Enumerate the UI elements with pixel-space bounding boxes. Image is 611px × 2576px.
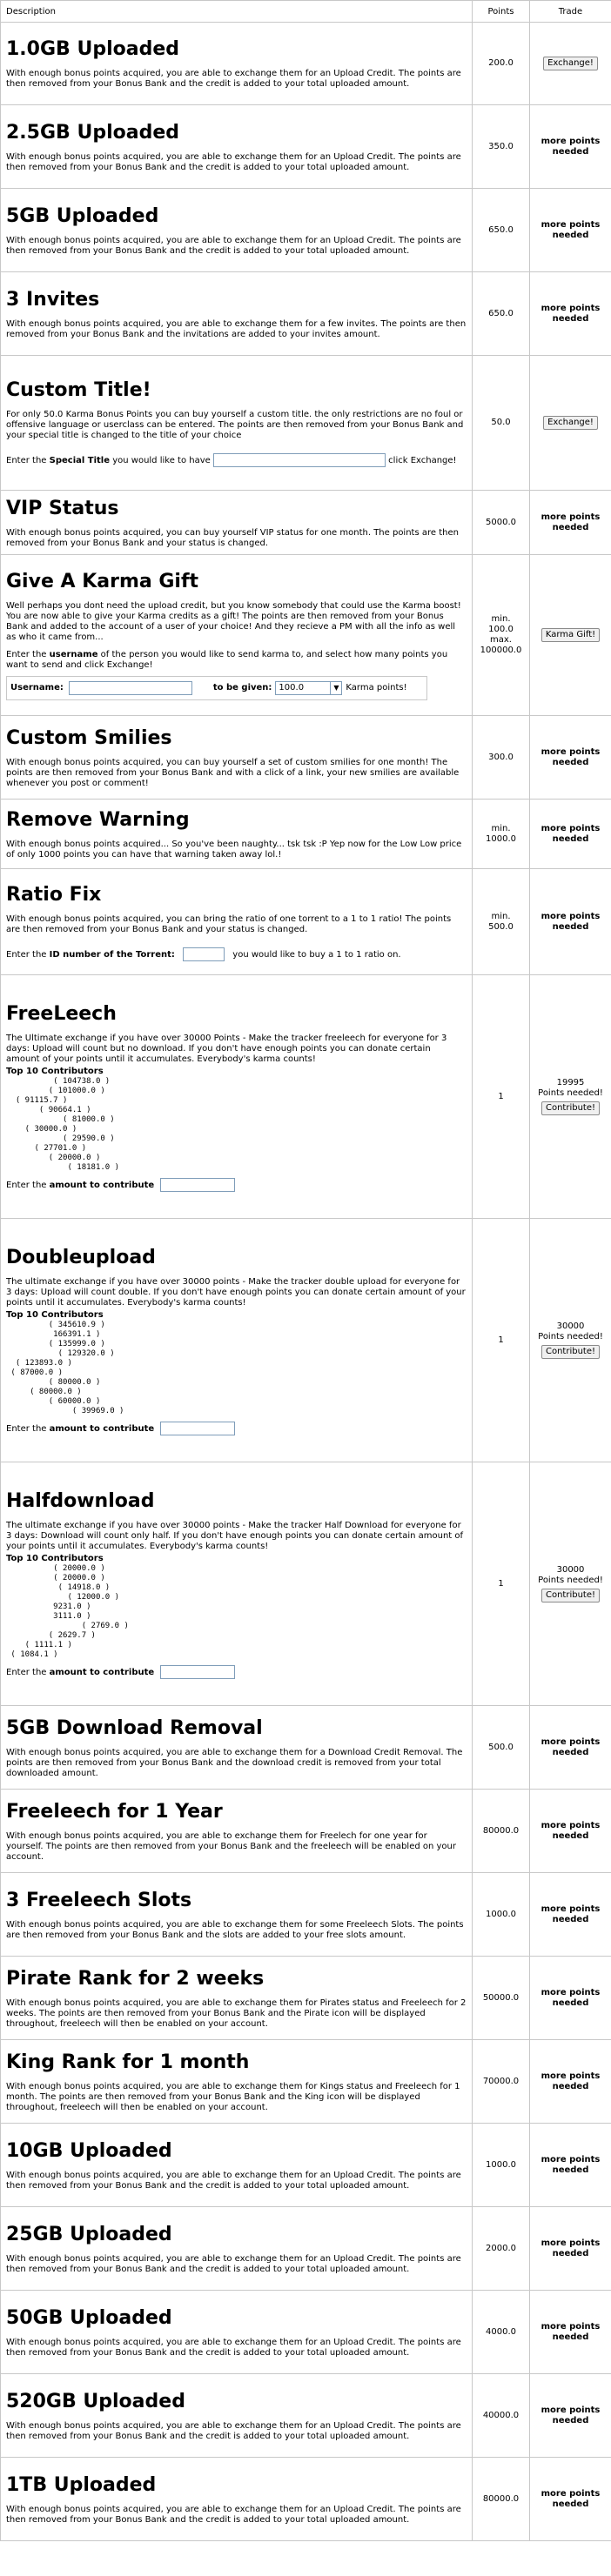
contributor-row: ( 90664.1 ) xyxy=(6,1105,91,1114)
item-points: 1000.0 xyxy=(473,1873,530,1957)
item-title: Doubleupload xyxy=(6,1246,156,1268)
top-contributors xyxy=(6,1067,467,1173)
item-description: With enough bonus points acquired, you are able to exchange them for an Upload Credit. The points are then removed from your Bonus Bank and the credit is added to your total uploaded amount. xyxy=(6,2420,461,2441)
chevron-down-icon: ▼ xyxy=(330,682,341,694)
item-description: With enough bonus points acquired, you are able to exchange them for an Upload Credit. The points are then removed from your Bonus Bank and the credit is added to your total uploaded amount. xyxy=(6,2337,461,2358)
item-description: With enough bonus points acquired, you are able to exchange them for an Upload Credit. The points are then removed from your Bonus Bank and the credit is added to your total uploaded amount. xyxy=(6,151,461,172)
contributor-row: ( 18181.0 ) xyxy=(6,1162,120,1172)
bonus-row xyxy=(1,2374,611,2458)
karma-points-label: Karma points! xyxy=(346,683,407,693)
top-contributors-heading: Top 10 Contributors xyxy=(6,1553,104,1563)
item-description: With enough bonus points acquired, you are able to exchange them for Pirates status and Freeleech for 2 weeks. The points are then removed from your Bonus Bank and the Pirate icon will be displayed throughout, freeleech will then be enabled on your account. xyxy=(6,1997,467,2029)
contributor-row: ( 80000.0 ) xyxy=(6,1387,82,1396)
bonus-row-halfdownload: Halfdownload The ultimate exchange if you have over 30000 points - Make the tracker Half Download for everyone for 3 days: Download will count only half. If you don't have enough points you can donate certain amount of your points until it accumulates. Everybody's karma counts! Top 10 Contributors ( 20000.0 ) ( 20000.0 ) ( 14918.0 ) ( 12000.0 ) 9231.0 ) 3111.0 ) ( 2769.0 ) ( 2629.7 ) ( 1111.1 ) ( 1084.1 ) Enter the amount to contribute 1 30000 Points needed! Contribute! xyxy=(1,1462,611,1706)
item-description: The ultimate exchange if you have over 30000 points - Make the tracker double upload for everyone for 3 days: Upload will count double. If you don't have enough points you can donate certain amount of your points until it accumulates. Everybody's karma counts! xyxy=(6,1276,466,1308)
item-title: 1.0GB Uploaded xyxy=(6,38,179,60)
item-points: 50.0 xyxy=(473,356,530,491)
karma-gift-form xyxy=(6,676,427,700)
more-points-needed: more points needed xyxy=(530,1873,611,1957)
item-description: With enough bonus points acquired, you are able to exchange them for an Upload Credit. The points are then removed from your Bonus Bank and the credit is added to your total uploaded amount. xyxy=(6,2253,461,2274)
item-description: With enough bonus points acquired... So you've been naughty... tsk tsk :P Yep now for the Low Low price of only 1000 points you can have that warning taken away lol.! xyxy=(6,839,462,860)
item-title: Ratio Fix xyxy=(6,883,102,906)
contributor-row: ( 27701.0 ) xyxy=(6,1143,87,1153)
item-description: With enough bonus points acquired, you can buy yourself VIP status for one month. The points are then removed from your Bonus Bank and your status is changed. xyxy=(6,527,459,548)
item-points: 200.0 xyxy=(473,23,530,105)
item-description: With enough bonus points acquired, you are able to exchange them for a Download Credit Removal. The points are then removed from your Bonus Bank and the download credit is removed from your total downloaded amount. xyxy=(6,1747,463,1778)
contributor-row: ( 1111.1 ) xyxy=(6,1640,72,1649)
bonus-row xyxy=(1,23,611,105)
item-title: 25GB Uploaded xyxy=(6,2223,172,2245)
item-title: Custom Title! xyxy=(6,379,151,401)
item-title: 3 Invites xyxy=(6,288,100,311)
username-input[interactable] xyxy=(69,681,192,695)
more-points-needed: more points needed xyxy=(530,800,611,869)
item-description: With enough bonus points acquired, you are able to exchange them for an Upload Credit. The points are then removed from your Bonus Bank and the credit is added to your total uploaded amount. xyxy=(6,2504,461,2525)
contributor-row: ( 91115.7 ) xyxy=(6,1095,68,1105)
item-description: The Ultimate exchange if you have over 30000 Points - Make the tracker freeleech for everyone for 3 days: Upload will count but no download. If you don't have enough points you can donate certain amount of your points until it accumulates. Everybody's karma counts! xyxy=(6,1033,447,1064)
more-points-needed: more points needed xyxy=(530,2207,611,2291)
item-title: 2.5GB Uploaded xyxy=(6,121,179,144)
contributor-row: ( 20000.0 ) xyxy=(6,1153,101,1162)
contributor-row: ( 29590.0 ) xyxy=(6,1134,115,1143)
item-points: 5000.0 xyxy=(473,491,530,555)
bonus-row-custom-title xyxy=(1,356,611,491)
contribute-amount-input[interactable] xyxy=(160,1178,235,1192)
special-title-input[interactable] xyxy=(213,453,386,467)
contributor-row: ( 1084.1 ) xyxy=(6,1649,58,1659)
header-description: Description xyxy=(1,1,473,23)
item-points: 500.0 xyxy=(473,1706,530,1790)
contributor-row: ( 2769.0 ) xyxy=(6,1621,129,1630)
contribute-button[interactable]: Contribute! xyxy=(541,1101,600,1115)
item-description: For only 50.0 Karma Bonus Points you can buy yourself a custom title. the only restrictions are no foul or offensive language or userclass can be entered. The points are then removed from your Bonus Bank and your special title is changed to the title of your choice xyxy=(6,410,464,440)
contributor-row: ( 20000.0 ) xyxy=(6,1563,105,1573)
header-points: Points xyxy=(473,1,530,23)
more-points-needed: more points needed xyxy=(530,2291,611,2374)
item-points: 1 xyxy=(473,975,530,1219)
contributor-row: ( 101000.0 ) xyxy=(6,1086,105,1095)
item-points: 50000.0 xyxy=(473,1957,530,2040)
item-description: With enough bonus points acquired, you are able to exchange them for a few invites. The points are then removed from your Bonus Bank and the invitations are added to your invites amount. xyxy=(6,318,467,339)
item-points: 650.0 xyxy=(473,189,530,272)
contributor-row: ( 39969.0 ) xyxy=(6,1406,124,1415)
contributor-row: ( 14918.0 ) xyxy=(6,1582,111,1592)
bonus-row: Remove Warning With enough bonus points acquired... So you've been naughty... tsk tsk :P Yep now for the Low Low price of only 1000 points you can have that warning taken away lol.! min. 1000.0 more points needed xyxy=(1,800,611,869)
item-title: Freeleech for 1 Year xyxy=(6,1800,223,1823)
item-title: FreeLeech xyxy=(6,1002,117,1025)
more-points-needed: more points needed xyxy=(530,716,611,800)
bonus-row xyxy=(1,1873,611,1957)
bonus-row xyxy=(1,1706,611,1790)
item-description: Well perhaps you dont need the upload credit, but you know somebody that could use the Karma boost! You are now able to give your Karma credits as a gift! The points are then removed from your Bonus Bank and added to the account of a user of your choice! And they recieve a PM with all the info as well as who it came from... xyxy=(6,601,461,642)
contribute-button[interactable]: Contribute! xyxy=(541,1589,600,1602)
item-description: With enough bonus points acquired, you are able to exchange them for an Upload Credit. The points are then removed from your Bonus Bank and the credit is added to your total uploaded amount. xyxy=(6,2170,461,2191)
bonus-row xyxy=(1,272,611,356)
more-points-needed: more points needed xyxy=(530,2040,611,2124)
item-title: 50GB Uploaded xyxy=(6,2306,172,2329)
item-title: VIP Status xyxy=(6,497,119,519)
bonus-row-doubleupload: Doubleupload The ultimate exchange if you have over 30000 points - Make the tracker double upload for everyone for 3 days: Upload will count double. If you don't have enough points you can donate certain amount of your points until it accumulates. Everybody's karma counts! Top 10 Contributors ( 345610.9 ) 166391.1 ) ( 135999.0 ) ( 129320.0 ) ( 123893.0 ) ( 87000.0 ) ( 80000.0 ) ( 80000.0 ) ( 60000.0 ) ( 39969.0 ) Enter the amount to contribute 1 30000 Points needed! Contribute! xyxy=(1,1219,611,1462)
bonus-row xyxy=(1,189,611,272)
more-points-needed: more points needed xyxy=(530,2458,611,2541)
item-points: 1 xyxy=(473,1219,530,1462)
item-description: With enough bonus points acquired, you can buy yourself a set of custom smilies for one month! The points are then removed from your Bonus Bank and with a click of a link, your new smilies are available whenever you post or comment! xyxy=(6,757,460,788)
item-points: 650.0 xyxy=(473,272,530,356)
top-contributors xyxy=(6,1310,467,1416)
item-points: 300.0 xyxy=(473,716,530,800)
item-description: The ultimate exchange if you have over 30000 points - Make the tracker Half Download for everyone for 3 days: Download will count only half. If you don't have enough points you can donate certain amount of your points until it accumulates. Everybody's karma counts! xyxy=(6,1520,464,1551)
bonus-row xyxy=(1,2458,611,2541)
bonus-row xyxy=(1,1957,611,2040)
bonus-row xyxy=(1,2040,611,2124)
top-contributors xyxy=(6,1554,467,1660)
contributor-row: ( 345610.9 ) xyxy=(6,1320,105,1329)
item-description: With enough bonus points acquired, you are able to exchange them for some Freeleech Slots. The points are then removed from your Bonus Bank and the slots are added to your free slots amount. xyxy=(6,1919,464,1940)
exchange-button[interactable]: Exchange! xyxy=(543,416,598,430)
contribute-prompt: Enter the amount to contribute xyxy=(6,1665,467,1679)
item-description: With enough bonus points acquired, you are able to exchange them for Freelech for one year for yourself. The points are then removed from your Bonus Bank and the freeleech will be enabled on your account. xyxy=(6,1830,456,1862)
contribute-prompt: Enter the amount to contribute xyxy=(6,1178,467,1192)
item-points: 70000.0 xyxy=(473,2040,530,2124)
item-description: With enough bonus points acquired, you can bring the ratio of one torrent to a 1 to 1 ratio! The points are then removed from your Bonus Bank and your status is changed. xyxy=(6,913,452,934)
contributor-row: ( 20000.0 ) xyxy=(6,1573,105,1582)
contributor-row: ( 80000.0 ) xyxy=(6,1377,101,1387)
header-row xyxy=(1,1,611,23)
bonus-row xyxy=(1,105,611,189)
item-description: With enough bonus points acquired, you are able to exchange them for an Upload Credit. The points are then removed from your Bonus Bank and the credit is added to your total uploaded amount. xyxy=(6,235,461,256)
item-points: 4000.0 xyxy=(473,2291,530,2374)
item-title: 5GB Download Removal xyxy=(6,1716,263,1739)
bonus-row xyxy=(1,2291,611,2374)
username-label: Username: xyxy=(10,683,64,693)
exchange-button[interactable]: Exchange! xyxy=(543,57,598,70)
more-points-needed: more points needed xyxy=(530,189,611,272)
item-description: With enough bonus points acquired, you are able to exchange them for an Upload Credit. The points are then removed from your Bonus Bank and the credit is added to your total uploaded amount. xyxy=(6,69,461,89)
torrent-id-prompt: Enter the ID number of the Torrent: you would like to buy a 1 to 1 ratio on. xyxy=(6,947,467,961)
item-title: Custom Smilies xyxy=(6,726,172,749)
item-title: 1TB Uploaded xyxy=(6,2473,157,2496)
more-points-needed: more points needed xyxy=(530,869,611,975)
contributor-row: ( 123893.0 ) xyxy=(6,1358,72,1368)
contributor-row: ( 104738.0 ) xyxy=(6,1076,111,1086)
item-points: 1 xyxy=(473,1462,530,1706)
contributor-row: ( 129320.0 ) xyxy=(6,1348,115,1358)
item-points: 2000.0 xyxy=(473,2207,530,2291)
more-points-needed: more points needed xyxy=(530,105,611,189)
karma-gift-prompt: Enter the username of the person you would like to send karma to, and select how many points you want to send and click Exchange! xyxy=(6,650,448,670)
given-label: to be given: xyxy=(212,683,272,693)
contributor-row: ( 2629.7 ) xyxy=(6,1630,96,1640)
bonus-row xyxy=(1,2207,611,2291)
item-title: Give A Karma Gift xyxy=(6,571,199,592)
bonus-row xyxy=(1,491,611,555)
contributor-row: ( 12000.0 ) xyxy=(6,1592,120,1602)
contributor-row: ( 87000.0 ) xyxy=(6,1368,64,1377)
contributor-row: 3111.0 ) xyxy=(6,1611,91,1621)
item-title: 520GB Uploaded xyxy=(6,2390,185,2412)
top-contributors-heading: Top 10 Contributors xyxy=(6,1309,104,1320)
contributor-row: ( 135999.0 ) xyxy=(6,1339,105,1348)
contribute-button[interactable]: Contribute! xyxy=(541,1345,600,1359)
bonus-row: Ratio Fix With enough bonus points acquired, you can bring the ratio of one torrent to a 1 to 1 ratio! The points are then removed from your Bonus Bank and your status is changed. Enter the ID number of the Torrent: you would like to buy a 1 to 1 ratio on. min. 500.0 more points needed xyxy=(1,869,611,975)
item-title: King Rank for 1 month xyxy=(6,2051,250,2073)
more-points-needed: more points needed xyxy=(530,1957,611,2040)
bonus-row-karma-gift: Give A Karma Gift Well perhaps you dont need the upload credit, but you know somebody that could use the Karma boost! You are now able to give your Karma credits as a gift! The points are then removed from your Bonus Bank and added to the account of a user of your choice! And they recieve a PM with all the info as well as who it came from... Enter the username of the person you would like to send karma to, and select how many points you want to send and click Exchange! Username: to be given: 100.0 ▼ Karma points! min. 100.0 max. 100000.0 Karma Gift! xyxy=(1,555,611,716)
item-points: 350.0 xyxy=(473,105,530,189)
item-points: 80000.0 xyxy=(473,2458,530,2541)
contributor-row: ( 60000.0 ) xyxy=(6,1396,101,1406)
karma-amount-select[interactable]: 100.0 ▼ xyxy=(275,681,342,695)
bonus-row xyxy=(1,1790,611,1873)
karma-gift-button[interactable]: Karma Gift! xyxy=(541,628,600,642)
item-points: 40000.0 xyxy=(473,2374,530,2458)
more-points-needed: more points needed xyxy=(530,1706,611,1790)
bonus-row xyxy=(1,2124,611,2207)
top-contributors-heading: Top 10 Contributors xyxy=(6,1066,104,1076)
torrent-id-input[interactable] xyxy=(183,947,225,961)
contributor-row: 9231.0 ) xyxy=(6,1602,91,1611)
item-title: 10GB Uploaded xyxy=(6,2139,172,2162)
item-title: 3 Freeleech Slots xyxy=(6,1889,192,1911)
more-points-needed: more points needed xyxy=(530,272,611,356)
header-trade: Trade xyxy=(530,1,611,23)
contributor-row: 166391.1 ) xyxy=(6,1329,101,1339)
more-points-needed: more points needed xyxy=(530,491,611,555)
item-title: Halfdownload xyxy=(6,1489,155,1512)
item-title: Remove Warning xyxy=(6,808,190,831)
item-title: 5GB Uploaded xyxy=(6,204,159,227)
contributor-row: ( 81000.0 ) xyxy=(6,1114,115,1124)
item-title: Pirate Rank for 2 weeks xyxy=(6,1967,265,1990)
more-points-needed: more points needed xyxy=(530,2374,611,2458)
item-points: 80000.0 xyxy=(473,1790,530,1873)
bonus-row xyxy=(1,716,611,800)
more-points-needed: more points needed xyxy=(530,2124,611,2207)
contribute-amount-input[interactable] xyxy=(160,1422,235,1435)
more-points-needed: more points needed xyxy=(530,1790,611,1873)
contribute-prompt: Enter the amount to contribute xyxy=(6,1422,467,1435)
contribute-amount-input[interactable] xyxy=(160,1665,235,1679)
item-points: 1000.0 xyxy=(473,2124,530,2207)
contributor-row: ( 30000.0 ) xyxy=(6,1124,77,1134)
special-title-prompt: Enter the Special Title you would like to have click Exchange! xyxy=(6,453,467,467)
bonus-row-freeleech: FreeLeech The Ultimate exchange if you have over 30000 Points - Make the tracker freeleech for everyone for 3 days: Upload will count but no download. If you don't have enough points you can donate certain amount of your points until it accumulates. Everybody's karma counts! Top 10 Contributors ( 104738.0 ) ( 101000.0 ) ( 91115.7 ) ( 90664.1 ) ( 81000.0 ) ( 30000.0 ) ( 29590.0 ) ( 27701.0 ) ( 20000.0 ) ( 18181.0 ) Enter the amount to contribute 1 19995 Points needed! Contribute! xyxy=(1,975,611,1219)
item-description: With enough bonus points acquired, you are able to exchange them for Kings status and Freeleech for 1 month. The points are then removed from your Bonus Bank and the King icon will be displayed throughout, freeleech will then be enabled on your account. xyxy=(6,2081,460,2112)
